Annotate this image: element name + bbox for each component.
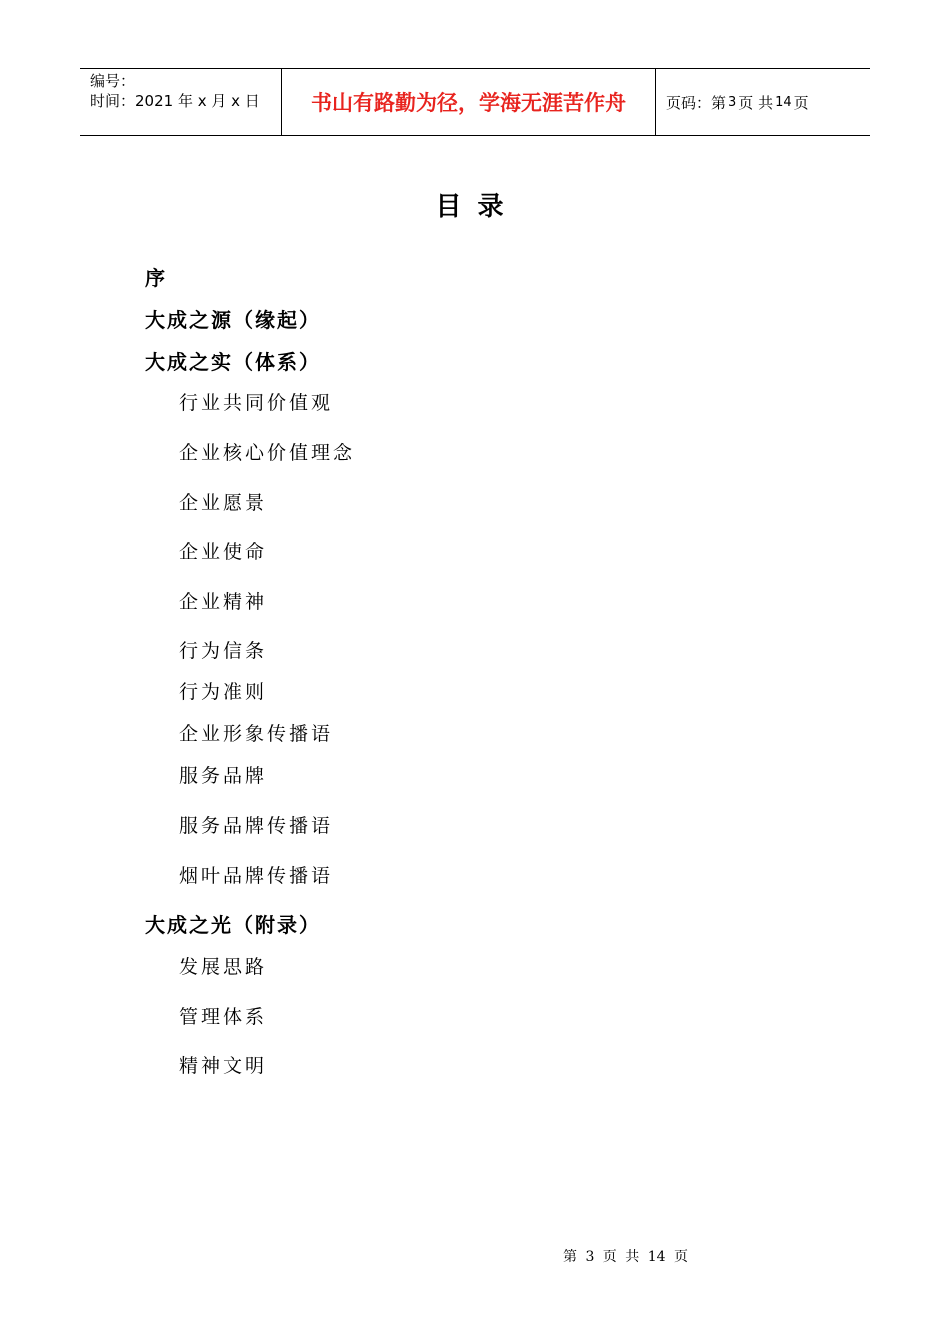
toc-entry[interactable]: 企业精神 (179, 591, 268, 613)
page-total: 14 (775, 94, 792, 110)
toc-entry[interactable]: 行为信条 (179, 640, 268, 662)
toc-entry[interactable]: 服务品牌 (179, 765, 268, 787)
toc-entry[interactable]: 精神文明 (179, 1055, 268, 1077)
toc-entry[interactable]: 烟叶品牌传播语 (179, 865, 334, 887)
toc-entry[interactable]: 企业使命 (179, 541, 268, 563)
page-header (80, 68, 870, 136)
toc-entry[interactable]: 发展思路 (179, 956, 268, 978)
toc-entry[interactable]: 大成之源（缘起） (145, 308, 321, 332)
page-footer: 第 3 页 共 14 页 (563, 1249, 688, 1265)
number-label: 编号： (90, 72, 136, 90)
toc-entry[interactable]: 管理体系 (179, 1006, 268, 1028)
toc-entry[interactable]: 序 (145, 266, 167, 290)
page-prefix: 页码：第 (666, 93, 727, 112)
toc-entry[interactable]: 大成之实（体系） (145, 350, 321, 374)
motto-text: 书山有路勤为径，学海无涯苦作舟 (311, 91, 626, 115)
toc-entry[interactable]: 企业愿景 (179, 492, 268, 514)
page-mid: 页 共 (738, 93, 774, 112)
toc-entry[interactable]: 大成之光（附录） (145, 913, 321, 937)
header-motto-cell (282, 69, 656, 135)
header-page-cell (656, 69, 870, 135)
page-current: 3 (728, 94, 737, 110)
page-suffix: 页 (793, 93, 809, 112)
header-meta-cell (80, 69, 282, 135)
toc-entry[interactable]: 企业形象传播语 (179, 723, 334, 745)
toc-entry[interactable]: 行业共同价值观 (179, 392, 334, 414)
toc-entry[interactable]: 企业核心价值理念 (179, 442, 356, 464)
toc-title: 目录 (435, 192, 520, 222)
time-label: 时间：2021 年 x 月 x 日 (90, 92, 260, 110)
toc-entry[interactable]: 服务品牌传播语 (179, 815, 334, 837)
toc-entry[interactable]: 行为准则 (179, 681, 268, 703)
